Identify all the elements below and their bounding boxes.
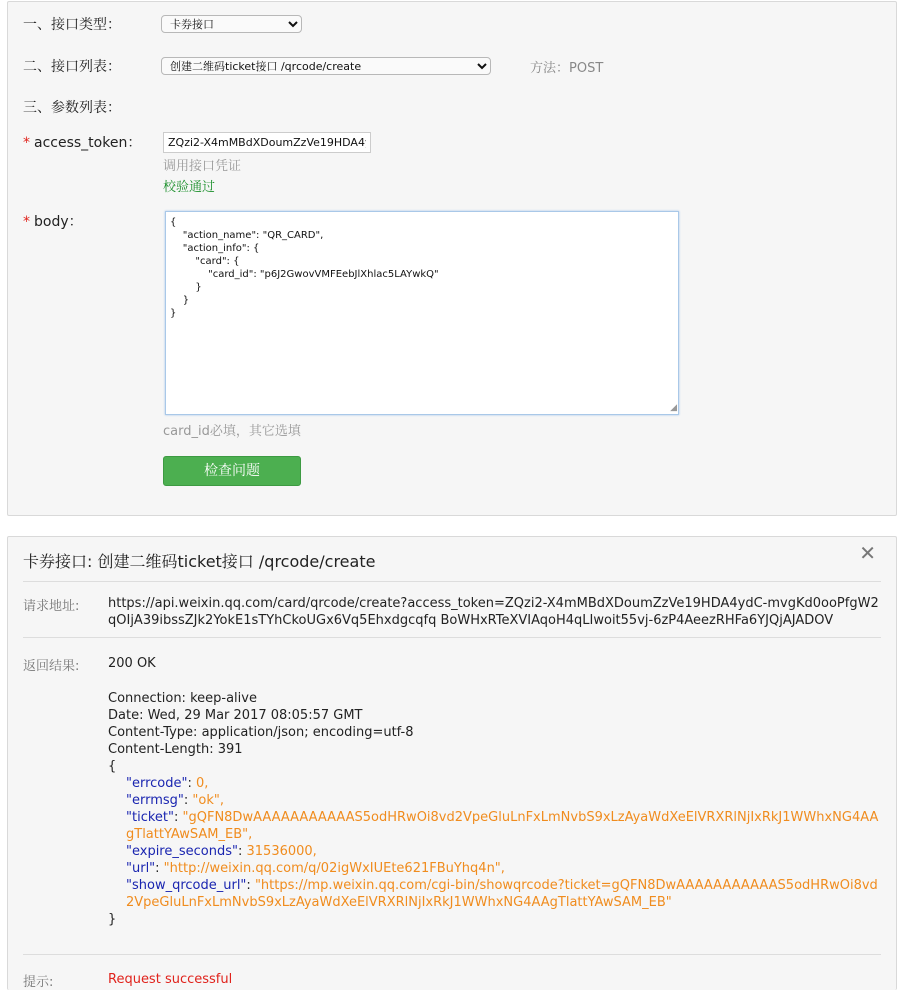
header-line: Connection: keep-alive: [108, 691, 257, 706]
close-icon[interactable]: ✕: [859, 541, 876, 565]
required-mark: *: [23, 135, 30, 151]
header-line: Date: Wed, 29 Mar 2017 08:05:57 GMT: [108, 708, 363, 723]
json-key: "url": [126, 861, 156, 876]
json-open-brace: {: [108, 759, 117, 774]
access-token-label: [23, 132, 141, 152]
form-panel: [7, 1, 897, 516]
access-token-input[interactable]: [163, 132, 371, 153]
interface-type-label: 一、接口类型：: [23, 17, 121, 33]
json-value: 0,: [196, 776, 209, 791]
json-field: "errmsg": "ok",: [126, 793, 224, 808]
request-url: https://api.weixin.qq.com/card/qrcode/create?access_token=ZQzi2-X4mMBdXDoumZzVe19HDA4ydC-mvgKd0ooPfgW2qOIjA39ibssZJk2YokE1sTYhCkoUGx6Vq5Ehxdgcqfq BoWHxRTeXVIAqoH4qLIwoit55vj-6zP4AeezRHFa6YJQjAJADOV: [108, 596, 879, 628]
header-line: Content-Type: application/json; encoding=utf-8: [108, 725, 414, 740]
interface-type-select[interactable]: [161, 15, 302, 33]
json-key: "expire_seconds": [126, 844, 238, 859]
json-field: "errcode": 0,: [126, 776, 209, 791]
interface-list-label: 二、接口列表：: [23, 59, 121, 75]
json-field: "expire_seconds": 31536000,: [126, 844, 317, 859]
result-panel: [7, 536, 897, 990]
tip-text: Request successful: [108, 972, 233, 987]
request-url-label: 请求地址:: [23, 599, 80, 614]
header-line: Content-Length: 391: [108, 742, 243, 757]
json-value: "ok",: [192, 793, 224, 808]
divider: [23, 954, 881, 955]
body-json-text: { "action_name": "QR_CARD", "action_info": { "card": { "card_id": "p6J2GwovVMFEebJlXhlac5LAYwkQ" } } }: [170, 217, 439, 319]
tip-label: 提示:: [23, 975, 54, 990]
interface-list-select[interactable]: [161, 57, 491, 75]
json-field: "url": "http://weixin.qq.com/q/02igWxIUEte621FBuYhq4n",: [126, 861, 505, 876]
response-body: [108, 690, 883, 928]
json-value: "https://mp.weixin.qq.com/cgi-bin/showqrcode?ticket=gQFN8DwAAAAAAAAAAAS5odHRwOi8vd2VpeGluLnFxLmNvbS9xLzAyaWdXeElVRXRlNjIxRkJ1WWhxNG4AAgTlattYAwSAM_EB": [126, 878, 878, 910]
method-text: 方法：POST: [530, 61, 604, 76]
divider: [23, 637, 881, 638]
json-close-brace: }: [108, 912, 117, 927]
status-line: 200 OK: [108, 656, 156, 671]
return-result-label: 返回结果:: [23, 659, 80, 674]
result-title: 卡券接口: 创建二维码ticket接口 /qrcode/create: [23, 552, 376, 571]
json-key: "errmsg": [126, 793, 184, 808]
json-value: 31536000,: [246, 844, 317, 859]
json-field: "ticket": "gQFN8DwAAAAAAAAAAAS5odHRwOi8vd2VpeGluLnFxLmNvbS9xLzAyaWdXeElVRXRlNjIxRkJ1WWhxNG4AAgTlattYAwSAM_EB",: [126, 810, 879, 842]
param-list-label: 三、参数列表：: [23, 100, 121, 116]
body-label: [23, 211, 83, 231]
json-key: "show_qrcode_url": [126, 878, 247, 893]
access-token-hint: 调用接口凭证: [163, 159, 242, 174]
required-mark: *: [23, 214, 30, 230]
resize-grip-icon[interactable]: ◢: [670, 403, 677, 413]
json-value: "http://weixin.qq.com/q/02igWxIUEte621FBuYhq4n",: [163, 861, 505, 876]
body-label-text: body：: [34, 214, 83, 230]
json-key: "ticket": [126, 810, 174, 825]
access-token-label-text: access_token：: [34, 135, 142, 151]
divider: [23, 581, 881, 582]
access-token-status: 校验通过: [163, 180, 216, 195]
json-key: "errcode": [126, 776, 188, 791]
json-value: "gQFN8DwAAAAAAAAAAAS5odHRwOi8vd2VpeGluLnFxLmNvbS9xLzAyaWdXeElVRXRlNjIxRkJ1WWhxNG4AAgTlattYAwSAM_EB",: [126, 810, 879, 842]
check-problem-button[interactable]: 检查问题: [163, 456, 301, 486]
json-field: "show_qrcode_url": "https://mp.weixin.qq.com/cgi-bin/showqrcode?ticket=gQFN8DwAAAAAAAAAAAS5odHRwOi8vd2VpeGluLnFxLmNvbS9xLzAyaWdXeElVRXRlNjIxRkJ1WWhxNG4AAgTlattYAwSAM_EB": [126, 878, 878, 910]
body-textarea[interactable]: [165, 211, 679, 415]
body-hint: card_id必填，其它选填: [163, 424, 301, 439]
